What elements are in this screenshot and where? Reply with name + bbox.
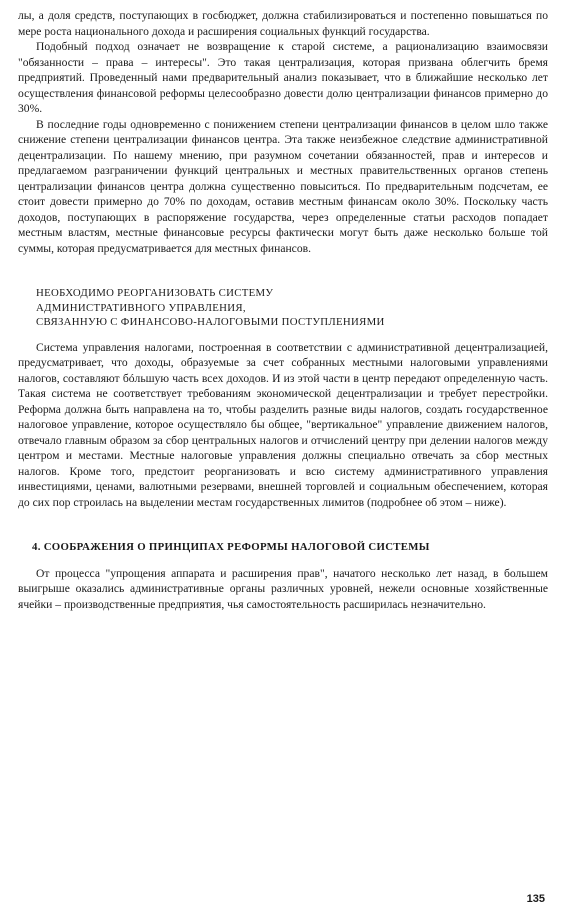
paragraph-continued: лы, а доля средств, поступающих в госбюджет, должна стабилизироваться и постепенно повышаться по мере роста национального дохода и расширения социальных функций государства.	[18, 9, 548, 38]
heading-line-2: АДМИНИСТРАТИВНОГО УПРАВЛЕНИЯ,	[36, 301, 246, 314]
section-heading-tax-reform: 4. СООБРАЖЕНИЯ О ПРИНЦИПАХ РЕФОРМЫ НАЛОГОВОЙ СИСТЕМЫ	[32, 541, 430, 553]
paragraph-simplification: От процесса "упрощения аппарата и расширения прав", начатого несколько лет назад, в большем выигрыше оказались административные органы различных уровней, нежели основные хозяйственные ячейки – производственные предприятия, чья самостоятельность расширилась незначительно.	[18, 566, 548, 611]
paragraph-approach: Подобный подход означает не возвращение к старой системе, а рационализацию взаимосвязи "обязанности – права – интересы". Это такая централизация, которая призвана облегчить бремя предприятий. Проведенный нами предварительный анализ показывает, что в ближайшие несколько лет осуществления финансовой реформы целесообразно довести долю централизации финансов примерно до 30%.	[18, 40, 548, 115]
heading-line-3: СВЯЗАННУЮ С ФИНАНСОВО-НАЛОГОВЫМИ ПОСТУПЛЕНИЯМИ	[36, 316, 385, 328]
heading-line-1: НЕОБХОДИМО РЕОРГАНИЗОВАТЬ СИСТЕМУ	[36, 287, 274, 299]
page-number: 135	[526, 893, 545, 905]
page-body	[18, 8, 548, 612]
paragraph-tax-management: Система управления налогами, построенная в соответствии с административной децентрализацией, предусматривает, что доходы, образуемые за счет собранных местными налоговыми управлениями налогов, составляют бóльшую часть всех доходов. И из этой части в центр передают определенную часть. Такая система не соответствует требованиям экономической децентрализации и требует перестройки. Реформа должна быть направлена на то, чтобы разделить разные виды налогов, создать государственное налоговое управление, которое осуществляло бы общее, "вертикальное" управление движением налогов, отвечало главным образом за сбор центральных налогов и отчислений центру при делении налогов между центром и местами. Местные налоговые управления должны специально отвечать за сбор местных налогов. Кроме того, предстоит реорганизовать и всю систему административного управления инвестициями, ценами, валютными резервами, внешней торговлей и социальным обеспечением, которая до сих пор строилась на выделении местам государственных лимитов (подробнее об этом – ниже).	[18, 340, 548, 509]
section-heading-reorganize	[18, 286, 548, 330]
paragraph-centralization: В последние годы одновременно с понижением степени централизации финансов в целом шло также снижение степени централизации финансов центра. Эта также неизбежное следствие административной децентрализации. По нашему мнению, при разумном сочетании обязанностей, прав и интересов и предлагаемом разграничении функций центральных и местных правительственных органов степень централизации финансов центра должна существенно повыситься. По предварительным подсчетам, ее стоит довести примерно до 70% по доходам, оставив местным финансам около 30%. Поскольку часть доходов, поступающих в распоряжение государства, через определенные статьи расходов попадает местным властям, местные финансовые ресурсы фактически могут быть даже несколько больше той суммы, которая предусматривается для местных финансов.	[18, 117, 548, 255]
